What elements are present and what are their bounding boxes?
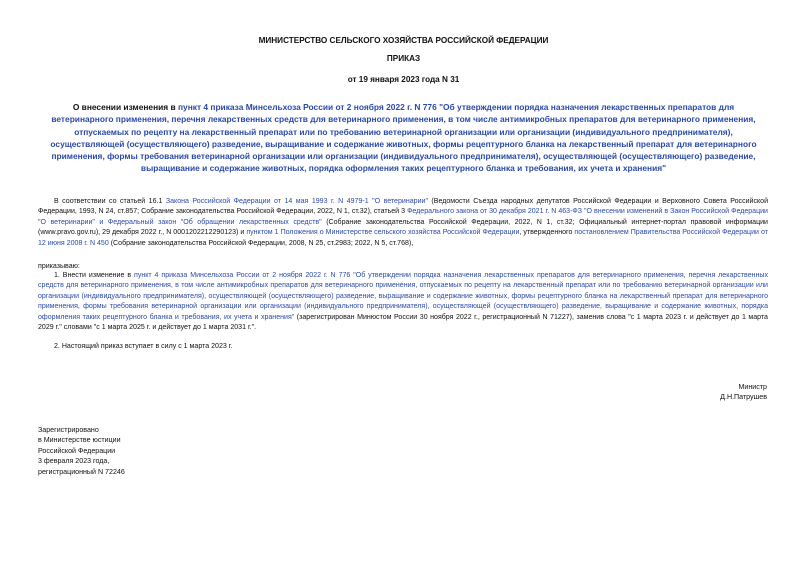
decree-link[interactable]: постановлением Правительства Российской Федерации от 12 июня 2008 г. N 450 xyxy=(38,229,768,247)
signer-name: Д.Н.Патрушев xyxy=(720,393,767,402)
preamble-text-2: (Ведомости Съезда народных депутатов Российской Федерации и Верховного Совета Российской Федерации, 1993, N 24, ст.857; Собрание законодательства Российской Федерации, 2022, N 1, ст.32), статьей 3 xyxy=(38,198,769,216)
preamble-paragraph xyxy=(38,197,768,249)
item-2-paragraph: 2. Настоящий приказ вступает в силу с 1 марта 2023 г. xyxy=(54,343,233,350)
regulation-link[interactable]: пунктом 1 Положения о Министерстве сельского хозяйства Российской Федерации xyxy=(246,229,520,237)
registration-line-5: регистрационный N 72246 xyxy=(38,467,125,476)
item-1-text-2: (зарегистрирован Минюстом России 30 ноября 2022 г., регистрационный N 71227), заменив слова "с 1 марта 2023 г. и действует до 1 марта 2029 г." словами "с 1 марта 2025 г. и действует до 1 марта 2031 г.". xyxy=(38,313,768,332)
registration-line-2: в Министерстве юстиции xyxy=(38,436,121,445)
signature-block xyxy=(720,382,767,403)
registration-line-3: Российской Федерации xyxy=(38,446,116,455)
title-prefix: О внесении изменения в xyxy=(72,102,178,112)
item-1-text-1: 1. Внести изменение в xyxy=(54,272,134,279)
ordered-word: приказываю: xyxy=(38,263,80,270)
registration-line-4: 3 февраля 2023 года, xyxy=(38,457,110,466)
item-1-paragraph xyxy=(38,271,768,333)
preamble-text-3: (Собрание законодательства Российской Федерации, 2022, N 1, ст.32; Официальный интернет-портал правовой информации (www.pravo.gov.ru), 29 декабря 2022 г., N 0001202212290123) и xyxy=(38,218,768,237)
preamble-text-5: (Собрание законодательства Российской Федерации, 2008, N 25, ст.2983; 2022, N 5, ст.768), xyxy=(108,239,414,247)
signer-position: Министр xyxy=(738,383,767,391)
preamble-text-1: В соответствии со статьей 16.1 xyxy=(54,198,166,205)
registration-line-1: Зарегистрировано xyxy=(38,426,99,434)
preamble-text-4: , утвержденного xyxy=(519,229,575,237)
document-title xyxy=(42,101,765,175)
doc-date-number: от 19 января 2023 года N 31 xyxy=(347,75,460,84)
law-link-463fz[interactable]: Федерального закона от 30 декабря 2021 г. N 463-ФЗ "О внесении изменений в Закон Российской Федерации "О ветеринарии" и Федеральный закон "Об обращении лекарственных средств" xyxy=(38,208,768,226)
law-link-veterinary[interactable]: Закона Российской Федерации от 14 мая 1993 г. N 4979-1 "О ветеринарии" xyxy=(165,198,428,205)
order-776-link[interactable]: пункт 4 приказа Минсельхоза России от 2 ноября 2022 г. N 776 "Об утверждении порядка назначения лекарственных препаратов для ветеринарного применения, перечня лекарственных средств для ветеринарного применения, в том числе антимикробных препаратов для ветеринарного применения, отпускаемых по рецепту на лекарственный препарат или по требованию ветеринарной организации или организации (индивидуального предпринимателя), осуществляющей (осуществляющего) разведение, выращивание и содержание животных, формы рецептурного бланка на лекарственный препарат для ветеринарного применения, формы требования ветеринарной организации или организации (индивидуального предпринимателя), осуществляющей (осуществляющего) разведение, выращивание и содержание животных, порядка оформления таких рецептурного бланка и требования, их учета и хранения" xyxy=(38,272,768,321)
doc-type-heading: ПРИКАЗ xyxy=(386,54,421,63)
ministry-heading: МИНИСТЕРСТВО СЕЛЬСКОГО ХОЗЯЙСТВА РОССИЙСКОЙ ФЕДЕРАЦИИ xyxy=(258,36,549,45)
registration-block xyxy=(38,425,125,477)
title-link[interactable]: пункт 4 приказа Минсельхоза России от 2 ноября 2022 г. N 776 "Об утверждении порядка назначения лекарственных препаратов для ветеринарного применения, перечня лекарственных средств для ветеринарного применения, в том числе антимикробных препаратов для ветеринарного применения, отпускаемых по рецепту на лекарственный препарат или по требованию ветеринарной организации или организации (индивидуального предпринимателя), осуществляющей (осуществляющего) разведение, выращивание и содержание животных, формы рецептурного бланка на лекарственный препарат для ветеринарного применения, формы требования ветеринарной организации или организации (индивидуального предпринимателя), осуществляющей (осуществляющего) разведение, выращивание и содержание животных, порядка оформления таких рецептурного бланка и требования, их учета и хранения" xyxy=(50,102,757,174)
